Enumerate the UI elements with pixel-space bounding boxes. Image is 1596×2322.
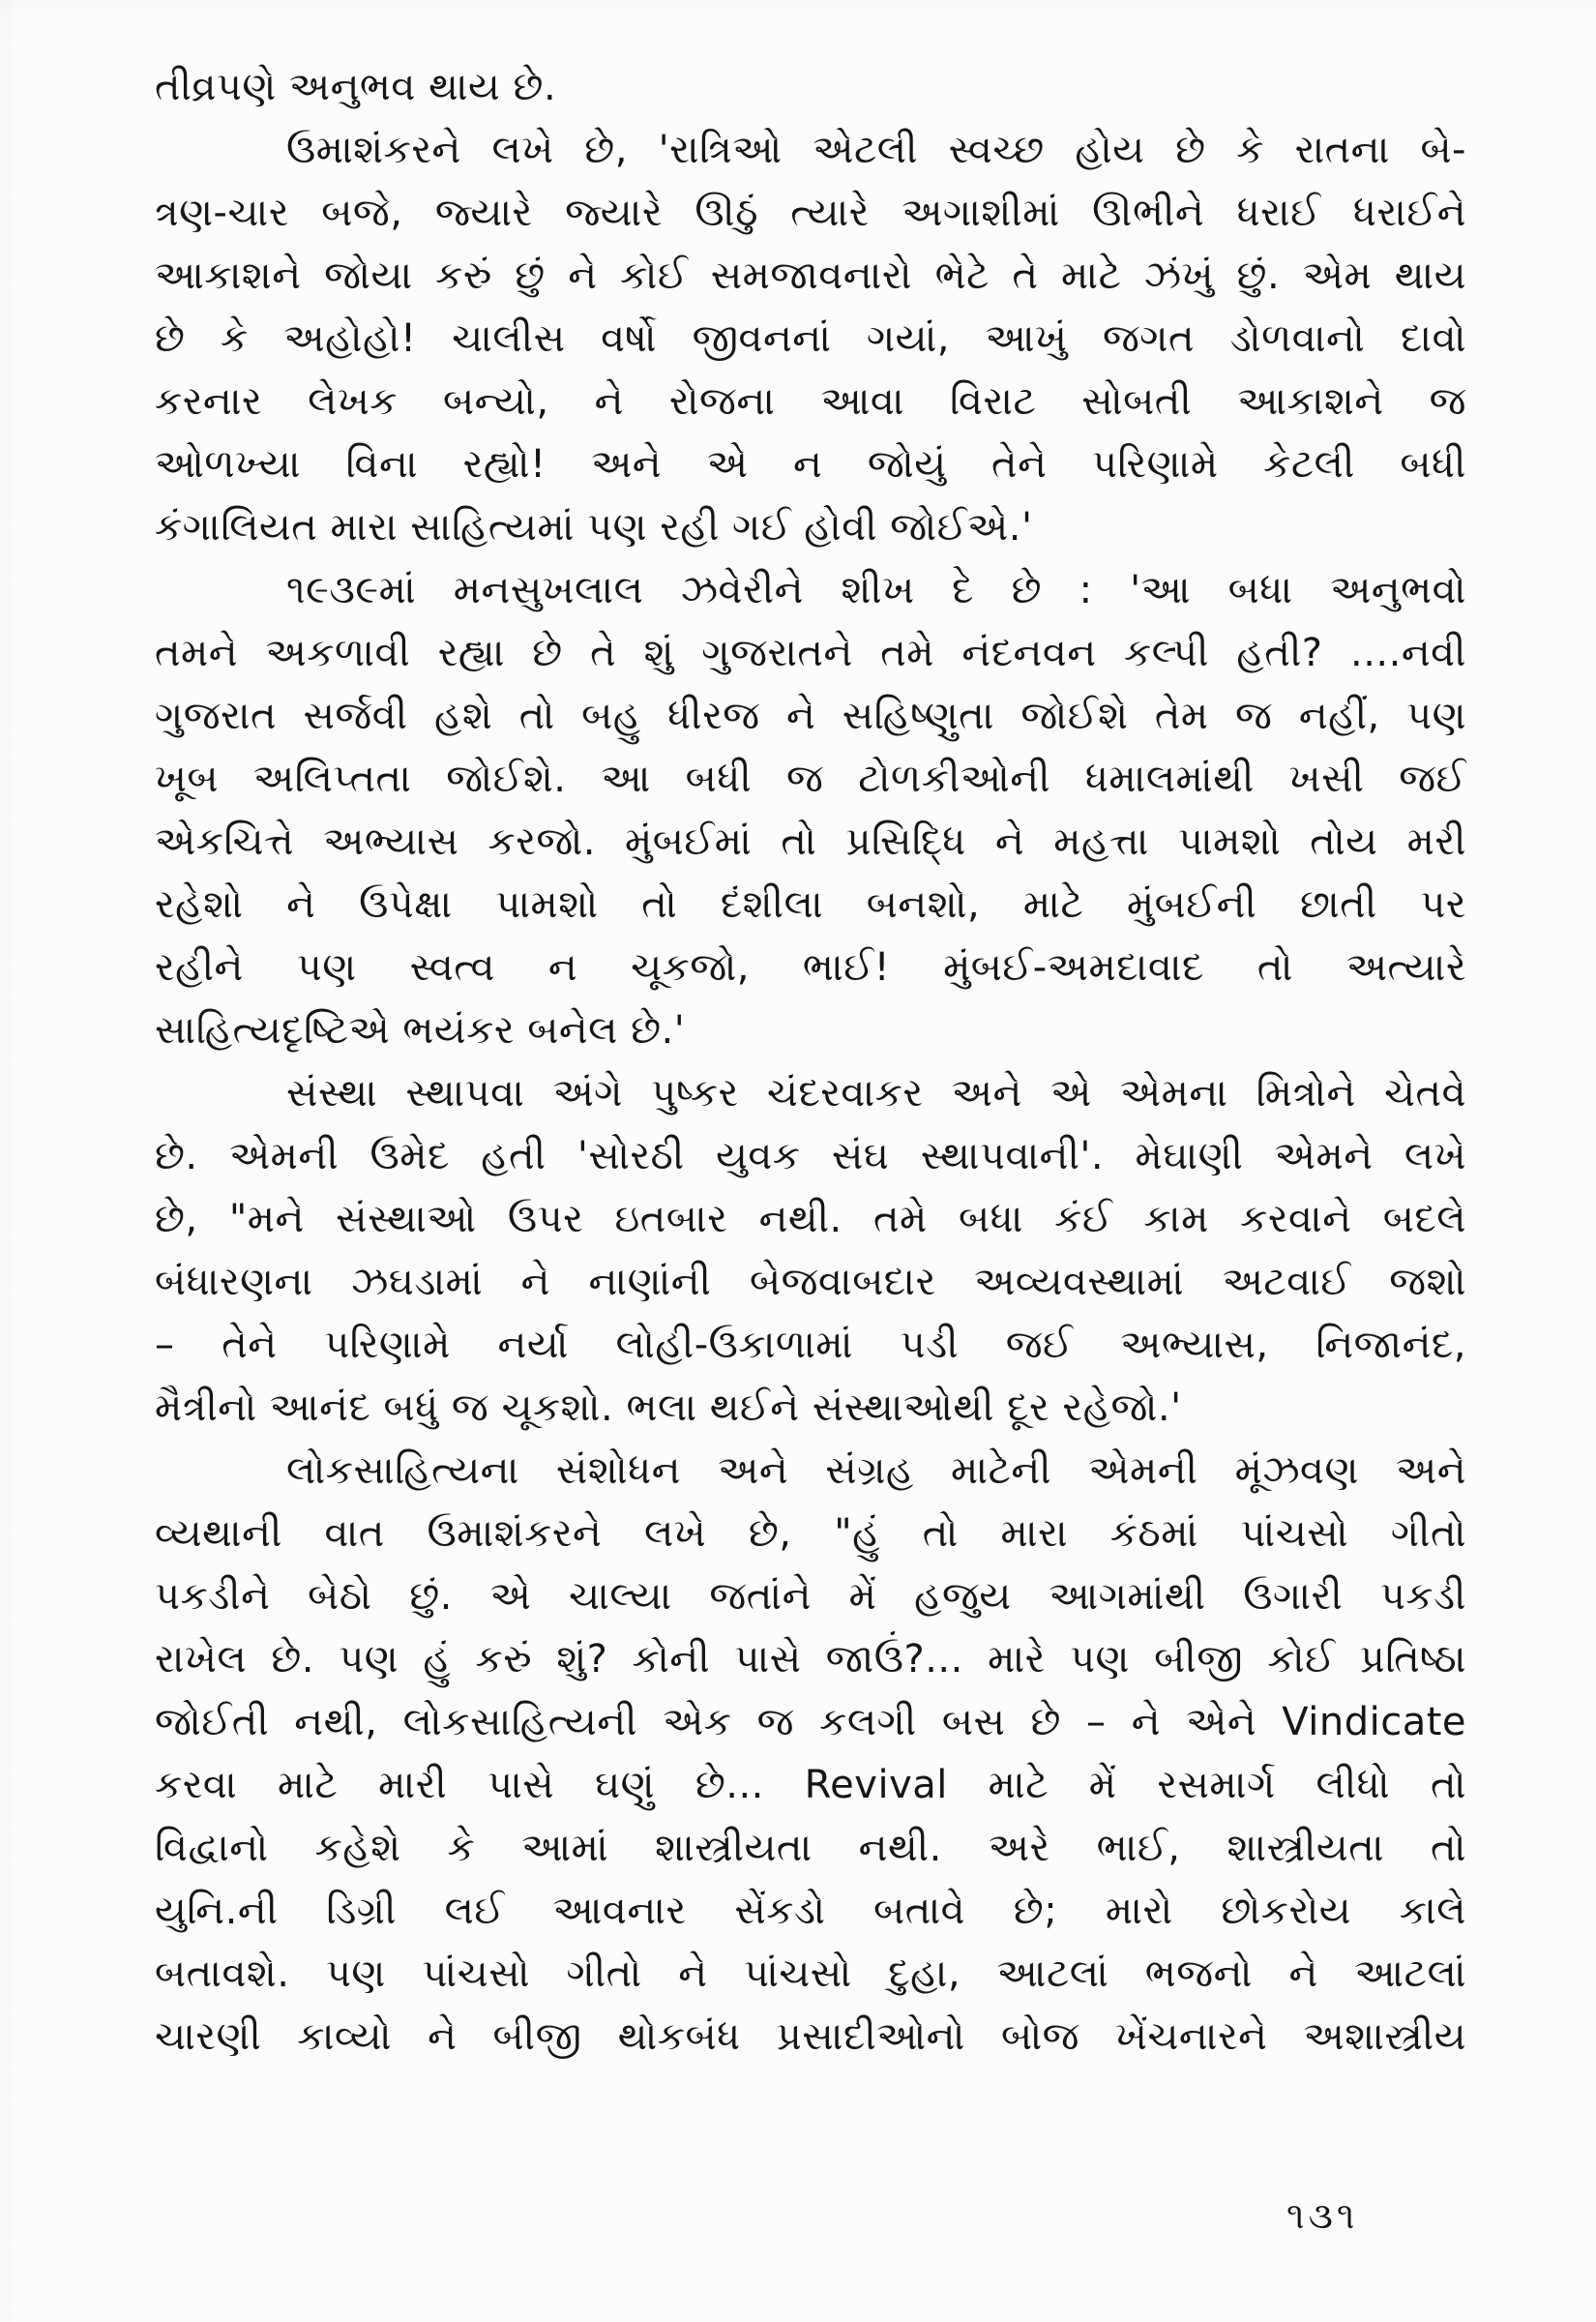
text-line: જોઈતી નથી, લોકસાહિત્યની એક જ કલગી બસ છે – ને એને Vindicate [155, 1700, 1466, 1744]
text-line: બંધારણના ઝઘડામાં ને નાણાંની બેજવાબદાર અવ્યવસ્થામાં અટવાઈ જશો [155, 1260, 1466, 1304]
text-line: સંસ્થા સ્થાપવા અંગે પુષ્કર ચંદરવાકર અને એ એમના મિત્રોને ચેતવે [286, 1071, 1466, 1116]
text-line: બતાવશે. પણ પાંચસો ગીતો ને પાંચસો દુહા, આટલાં ભજનો ને આટલાં [155, 1951, 1466, 1996]
text-line: ચારણી કાવ્યો ને બીજી થોકબંધ પ્રસાદીઓનો બોજ ખેંચનારને અશાસ્ત્રીય [155, 2014, 1466, 2059]
text-line: કંગાલિયત મારા સાહિત્યમાં પણ રહી ગઈ હોવી જોઈએ.' [155, 505, 1033, 550]
text-line: રાખેલ છે. પણ હું કરું શું? કોની પાસે જાઉં?... મારે પણ બીજી કોઈ પ્રતિષ્ઠા [155, 1637, 1466, 1682]
text-line: કરનાર લેખક બન્યો, ને રોજના આવા વિરાટ સોબતી આકાશને જ [155, 379, 1466, 424]
text-line: તીવ્રપણે અનુભવ થાય છે. [155, 65, 557, 109]
text-block [155, 56, 1466, 2069]
text-line: ખૂબ અલિપ્તતા જોઈશે. આ બધી જ ટોળકીઓની ધમાલમાંથી ખસી જઈ [155, 757, 1466, 801]
text-line: આકાશને જોયા કરું છું ને કોઈ સમજાવનારો ભેટે તે માટે ઝંખું છું. એમ થાય [155, 253, 1466, 298]
text-line: યુનિ.ની ડિગ્રી લઈ આવનાર સેંકડો બતાવે છે; મારો છોકરોય કાલે [155, 1889, 1466, 1933]
text-line: રહીને પણ સ્વત્વ ન ચૂકજો, ભાઈ! મુંબઈ-અમદાવાદ તો અત્યારે [155, 945, 1466, 990]
text-line: ૧૯૩૯માં મનસુખલાલ ઝવેરીને શીખ દે છે : 'આ બધા અનુભવો [286, 568, 1466, 612]
text-line: વ્યથાની વાત ઉમાશંકરને લખે છે, "હું તો મારા કંઠમાં પાંચસો ગીતો [155, 1511, 1466, 1556]
text-line: મૈત્રીનો આનંદ બધું જ ચૂકશો. ભલા થઈને સંસ્થાઓથી દૂર રહેજો.' [155, 1385, 1182, 1430]
text-line: પકડીને બેઠો છું. એ ચાલ્યા જતાંને મેં હજુય આગમાંથી ઉગારી પકડી [155, 1574, 1466, 1619]
text-line: છે કે અહોહો! ચાલીસ વર્ષો જીવનનાં ગયાં, આખું જગત ડોળવાનો દાવો [155, 316, 1466, 361]
text-line: છે. એમની ઉમેદ હતી 'સોરઠી યુવક સંઘ સ્થાપવાની'. મેઘાણી એમને લખે [155, 1134, 1466, 1178]
text-line: રહેશો ને ઉપેક્ષા પામશો તો દંશીલા બનશો, માટે મુંબઈની છાતી પર [155, 882, 1466, 927]
text-line: એકચિત્તે અભ્યાસ કરજો. મુંબઈમાં તો પ્રસિદ્ધિ ને મહત્તા પામશો તોય મરી [155, 819, 1466, 864]
text-line: ઉમાશંકરને લખે છે, 'રાત્રિઓ એટલી સ્વચ્છ હોય છે કે રાતના બે- [286, 128, 1466, 172]
text-line: – તેને પરિણામે નર્યા લોહી-ઉકાળામાં પડી જઈ અભ્યાસ, નિજાનંદ, [155, 1323, 1466, 1367]
page-number: ૧૩૧ [1286, 2194, 1359, 2237]
text-line: છે, "મને સંસ્થાઓ ઉપર ઇતબાર નથી. તમે બધા કંઈ કામ કરવાને બદલે [155, 1197, 1466, 1241]
text-line: તમને અકળાવી રહ્યા છે તે શું ગુજરાતને તમે નંદનવન કલ્પી હતી? ....નવી [155, 631, 1466, 675]
text-line: ગુજરાત સર્જવી હશે તો બહુ ધીરજ ને સહિષ્ણુતા જોઈશે તેમ જ નહીં, પણ [155, 694, 1466, 738]
text-line: ઓળખ્યા વિના રહ્યો! અને એ ન જોયું તેને પરિણામે કેટલી બધી [155, 442, 1466, 487]
text-line: વિદ્વાનો કહેશે કે આમાં શાસ્ત્રીયતા નથી. અરે ભાઈ, શાસ્ત્રીયતા તો [155, 1826, 1466, 1870]
text-line: લોકસાહિત્યના સંશોધન અને સંગ્રહ માટેની એમની મૂંઝવણ અને [286, 1448, 1466, 1493]
text-line: કરવા માટે મારી પાસે ઘણું છે... Revival માટે મેં રસમાર્ગ લીધો તો [155, 1763, 1466, 1807]
text-line: ત્રણ-ચાર બજે, જ્યારે જ્યારે ઊઠું ત્યારે અગાશીમાં ઊભીને ધરાઈ ધરાઈને [155, 191, 1466, 235]
text-line: સાહિત્યદૃષ્ટિએ ભયંકર બનેલ છે.' [155, 1008, 686, 1053]
